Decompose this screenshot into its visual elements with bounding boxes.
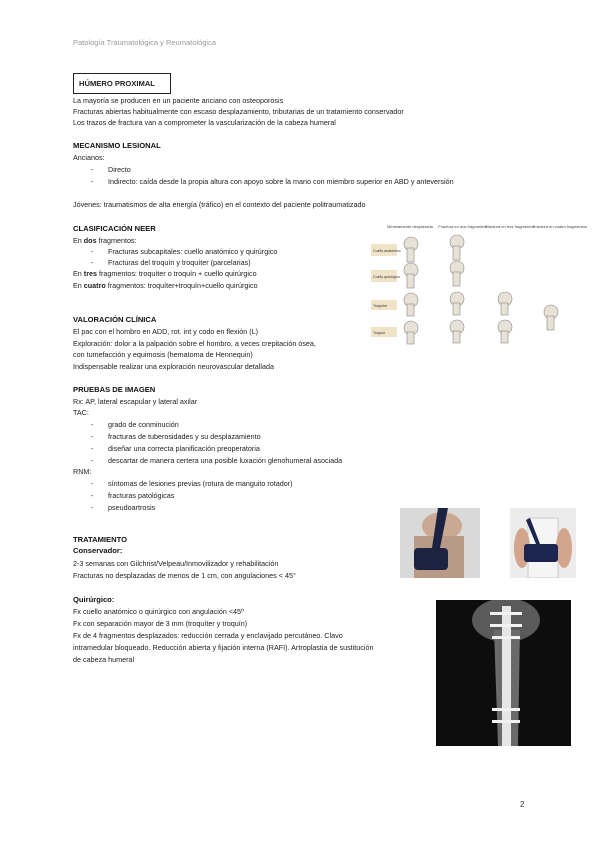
humerus-icon bbox=[404, 237, 418, 262]
list-item: - descartar de manera certera una posible luxación glenohumeral asociada bbox=[91, 456, 343, 465]
intro-line-1: La mayoría se producen en un paciente anciano con osteoporosis bbox=[73, 96, 284, 105]
valoracion-line-4: Indispensable realizar una exploración neurovascular detallada bbox=[73, 362, 274, 371]
sling-photo-1 bbox=[400, 508, 480, 578]
neer-row-3: Troquíter bbox=[373, 304, 388, 308]
humerus-icon bbox=[544, 305, 558, 330]
xray-image bbox=[436, 600, 571, 746]
humerus-icon bbox=[450, 292, 464, 315]
rx-line: Rx: AP, lateral escapular y lateral axilar bbox=[73, 397, 198, 406]
tac-label: TAC: bbox=[73, 408, 89, 417]
valoracion-line-1: El pac con el hombro en ADD, rot. int y codo en flexión (L) bbox=[73, 327, 258, 336]
list-item: - diseñar una correcta planificación preoperatoria bbox=[91, 444, 260, 453]
quirurgico-line-3: Fx de 4 fragmentos desplazados: reducción cerrada y enclavijado percutáneo. Clavo bbox=[73, 631, 343, 640]
valoracion-line-2: Exploración: dolor a la palpación sobre el hombro, a veces crepitación ósea, bbox=[73, 339, 316, 348]
ancianos-label: Ancianos: bbox=[73, 153, 105, 162]
humerus-icon bbox=[404, 293, 418, 316]
neer-col-3: Fractura en tres fragmentos bbox=[485, 224, 535, 229]
quirurgico-line-4: intramedular bloqueado. Reducción abierta y fijación interna (RAFI). Artroplastia de sustitución bbox=[73, 643, 374, 652]
intro-line-2: Fracturas abiertas habitualmente con escaso desplazamiento, tributarias de un tratamiento conservador bbox=[73, 107, 404, 116]
quirurgico-line-2: Fx con separación mayor de 3 mm (troquíter y troquín) bbox=[73, 619, 248, 628]
list-item: - síntomas de lesiones previas (rotura de manguito rotador) bbox=[91, 479, 293, 488]
intro-line-3: Los trazos de fractura van a comprometer la vascularización de la cabeza humeral bbox=[73, 118, 336, 127]
list-item: - Indirecto: caída desde la propia altura con apoyo sobre la mano con miembro superior en ABD y anteversión bbox=[91, 177, 454, 186]
section-title: HÚMERO PROXIMAL bbox=[73, 73, 171, 94]
list-item: - Directo bbox=[91, 165, 131, 174]
neer-heading: CLASIFICACIÓN NEER bbox=[73, 224, 156, 233]
neer-cuatro-line: En cuatro fragmentos: troquíter+troquín+cuello quirúrgico bbox=[73, 281, 258, 290]
conservador-label: Conservador: bbox=[73, 546, 123, 555]
neer-col-4: Fractura en cuatro fragmentos bbox=[533, 224, 587, 229]
neer-row-2: Cuello quirúrgico bbox=[373, 275, 400, 279]
humerus-icon bbox=[404, 321, 418, 344]
quirurgico-line-5: de cabeza humeral bbox=[73, 655, 135, 664]
neer-row-4: Troquín bbox=[373, 331, 386, 335]
humerus-icon bbox=[450, 235, 464, 260]
neer-col-2: Fractura en dos fragmentos bbox=[438, 224, 488, 229]
pruebas-heading: PRUEBAS DE IMAGEN bbox=[73, 385, 156, 394]
conservador-line-2: Fracturas no desplazadas de menos de 1 cm, con angulaciones < 45° bbox=[73, 571, 296, 580]
humerus-icon bbox=[450, 320, 464, 343]
conservador-line-1: 2-3 semanas con Gilchrist/Velpeau/Inmovilizador y rehabilitación bbox=[73, 559, 279, 568]
list-item: - grado de conminución bbox=[91, 420, 179, 429]
tratamiento-heading: TRATAMIENTO bbox=[73, 535, 127, 544]
jovenes-line: Jóvenes: traumatismos de alta energía (tráfico) en el contexto del paciente politraumatizado bbox=[73, 200, 366, 209]
neer-dos-line: En dos fragmentos: bbox=[73, 236, 137, 245]
quirurgico-label: Quirúrgico: bbox=[73, 595, 115, 604]
neer-tres-line: En tres fragmentos: troquíter o troquín + cuello quirúrgico bbox=[73, 269, 257, 278]
neer-row-1: Cuello anatómico bbox=[373, 249, 401, 253]
list-item: - pseudoartrosis bbox=[91, 503, 156, 512]
mecanismo-heading: MECANISMO LESIONAL bbox=[73, 141, 161, 150]
valoracion-heading: VALORACIÓN CLÍNICA bbox=[73, 315, 157, 324]
list-item: - Fracturas del troquín y troquíter (parcelarias) bbox=[91, 258, 251, 267]
list-item: - fracturas de tuberosidades y su desplazamiento bbox=[91, 432, 261, 441]
neer-col-1: Mínimamente desplazada bbox=[387, 224, 433, 229]
humerus-icon bbox=[498, 292, 512, 315]
page-header: Patología Traumatológica y Reumatológica bbox=[73, 38, 216, 47]
page-number: 2 bbox=[520, 800, 525, 809]
list-item: - fracturas patológicas bbox=[91, 491, 175, 500]
quirurgico-line-1: Fx cuello anatómico o quirúrgico con angulación <45º bbox=[73, 607, 244, 616]
humerus-icon bbox=[450, 261, 464, 286]
valoracion-line-3: con tumefacción y equimosis (hematoma de Hennequin) bbox=[73, 350, 253, 359]
humerus-icon bbox=[498, 320, 512, 343]
neer-classification-figure bbox=[365, 222, 595, 347]
humerus-icon bbox=[404, 263, 418, 288]
list-item: - Fracturas subcapitales: cuello anatómico y quirúrgico bbox=[91, 247, 278, 256]
rnm-label: RNM: bbox=[73, 467, 92, 476]
sling-photo-2 bbox=[510, 508, 576, 578]
